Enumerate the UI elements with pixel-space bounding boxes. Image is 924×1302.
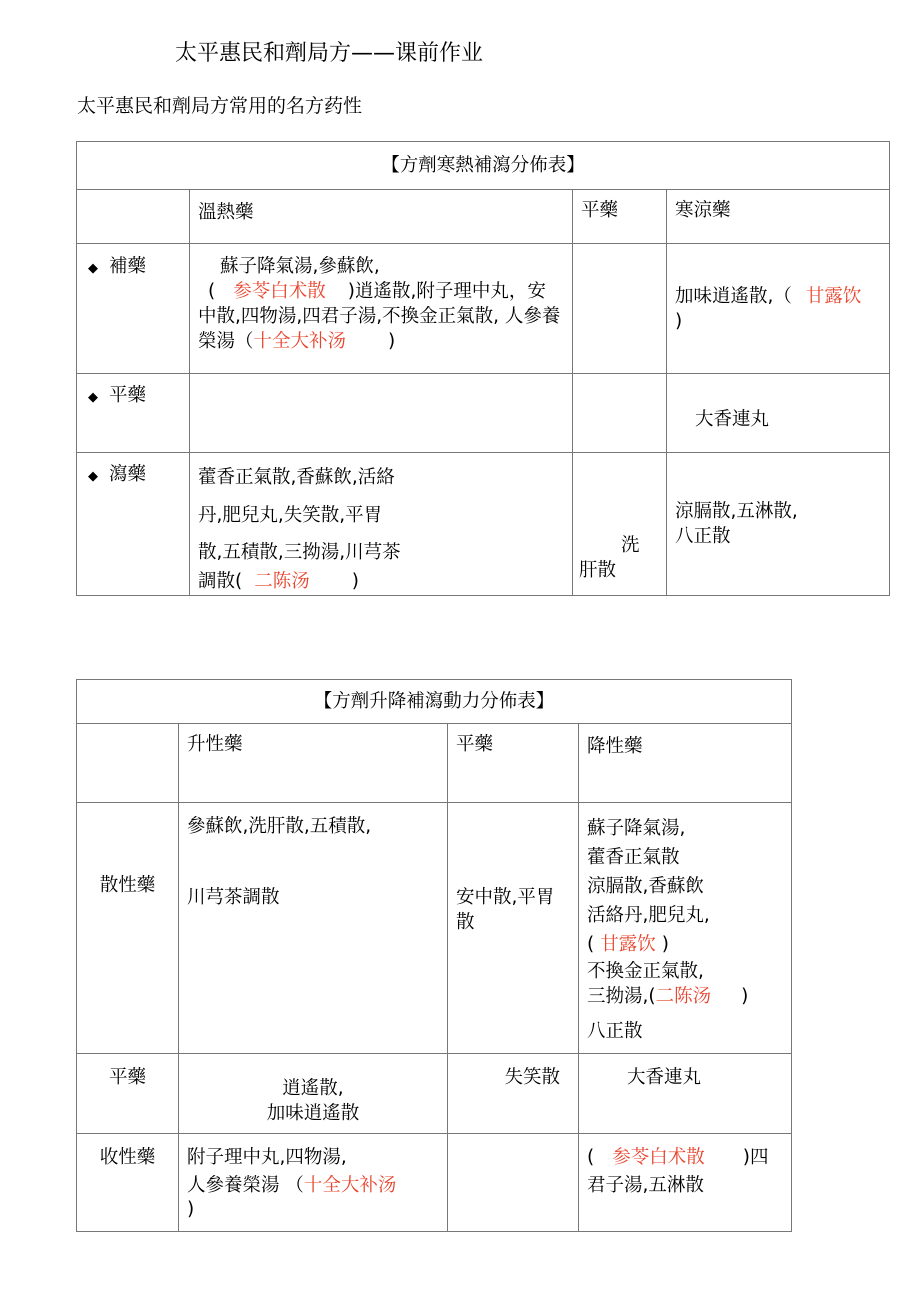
red-formula: 二陈汤 [655,986,712,1007]
table2-disperse-up: 參蘇飲,洗肝散,五積散, 川芎茶調散 [179,803,448,1054]
table2-disperse-neutral: 安中散,平胃散 [448,803,579,1054]
table2-corner [77,724,179,803]
table1-caption: 【方劑寒熱補瀉分佈表】 [77,142,890,190]
table2-row-label-neutral: 平藥 [77,1054,179,1134]
bullet-icon: ◆ [88,261,98,276]
table1-row-label-neutral: ◆ 平藥 [77,374,190,453]
table2-neutral-down: 大香連丸 [579,1054,792,1134]
table1-purge-neutral: 洗 肝散 [573,453,667,596]
table1-neutral-warm [190,374,573,453]
page-title: 太平惠民和劑局方——课前作业 [175,41,484,66]
red-formula: 甘露饮 [600,934,656,955]
table1-header-neutral: 平藥 [573,190,667,244]
table2-row-label-disperse: 散性藥 [77,803,179,1054]
bullet-icon: ◆ [88,469,98,484]
table2-header-neutral: 平藥 [448,724,579,803]
table1-purge-warm: 藿香正氣散,香蘇飲,活絡 丹,肥兒丸,失笑散,平胃 散,五積散,三拗湯,川芎茶 調散( 二陈汤 ) [190,453,573,596]
red-formula: 参苓白术散 [233,281,326,302]
table2-neutral-neutral: 失笑散 [448,1054,579,1134]
table1-row-label-tonic: ◆ 補藥 [77,244,190,374]
ascend-descend-table [76,679,792,1232]
red-formula: 甘露饮 [805,285,862,307]
table1-header-cold: 寒涼藥 [667,190,890,244]
red-formula: 十全大补汤 [303,1175,397,1196]
table2-disperse-down: 蘇子降氣湯, 藿香正氣散 涼膈散,香蘇飲 活絡丹,肥兒丸, ( 甘露饮 ) 不換金正氣散, 三拗湯,(二陈汤 ) 八正散 [579,803,792,1054]
table1-corner [77,190,190,244]
table1-tonic-warm: 蘇子降氣湯,參蘇飲, ( 参苓白术散 )逍遙散,附子理中丸，安中散,四物湯,四君子湯,不換金正氣散, 人參養榮湯（十全大补汤 ) [190,244,573,374]
table2-header-down: 降性藥 [579,724,792,803]
bullet-icon: ◆ [88,390,98,405]
page-subtitle: 太平惠民和劑局方常用的名方药性 [77,95,363,117]
table1-neutral-cold: 大香連丸 [667,374,890,453]
red-formula: 十全大补汤 [253,331,347,352]
table2-astringe-neutral [448,1134,579,1232]
table2-astringe-up: 附子理中丸,四物湯, 人參養榮湯 （十全大补汤 ) [179,1134,448,1232]
table1-neutral-neutral [573,374,667,453]
table2-astringe-down: ( 参苓白术散 )四 君子湯,五淋散 [579,1134,792,1232]
table1-header-warm: 溫熱藥 [190,190,573,244]
table2-caption: 【方劑升降補瀉動力分佈表】 [77,680,792,724]
table1-row-label-purge: ◆ 瀉藥 [77,453,190,596]
table1-tonic-cold: 加味逍遙散,（ 甘露饮 ) [667,244,890,374]
table1-tonic-neutral [573,244,667,374]
red-formula: 二陈汤 [254,571,310,592]
table2-neutral-up: 逍遙散, 加味逍遙散 [179,1054,448,1134]
table2-row-label-astringe: 收性藥 [77,1134,179,1232]
red-formula: 参苓白术散 [612,1147,705,1168]
table1-purge-cold: 涼膈散,五淋散, 八正散 [667,453,890,596]
table2-header-up: 升性藥 [179,724,448,803]
cold-heat-table [76,141,890,596]
